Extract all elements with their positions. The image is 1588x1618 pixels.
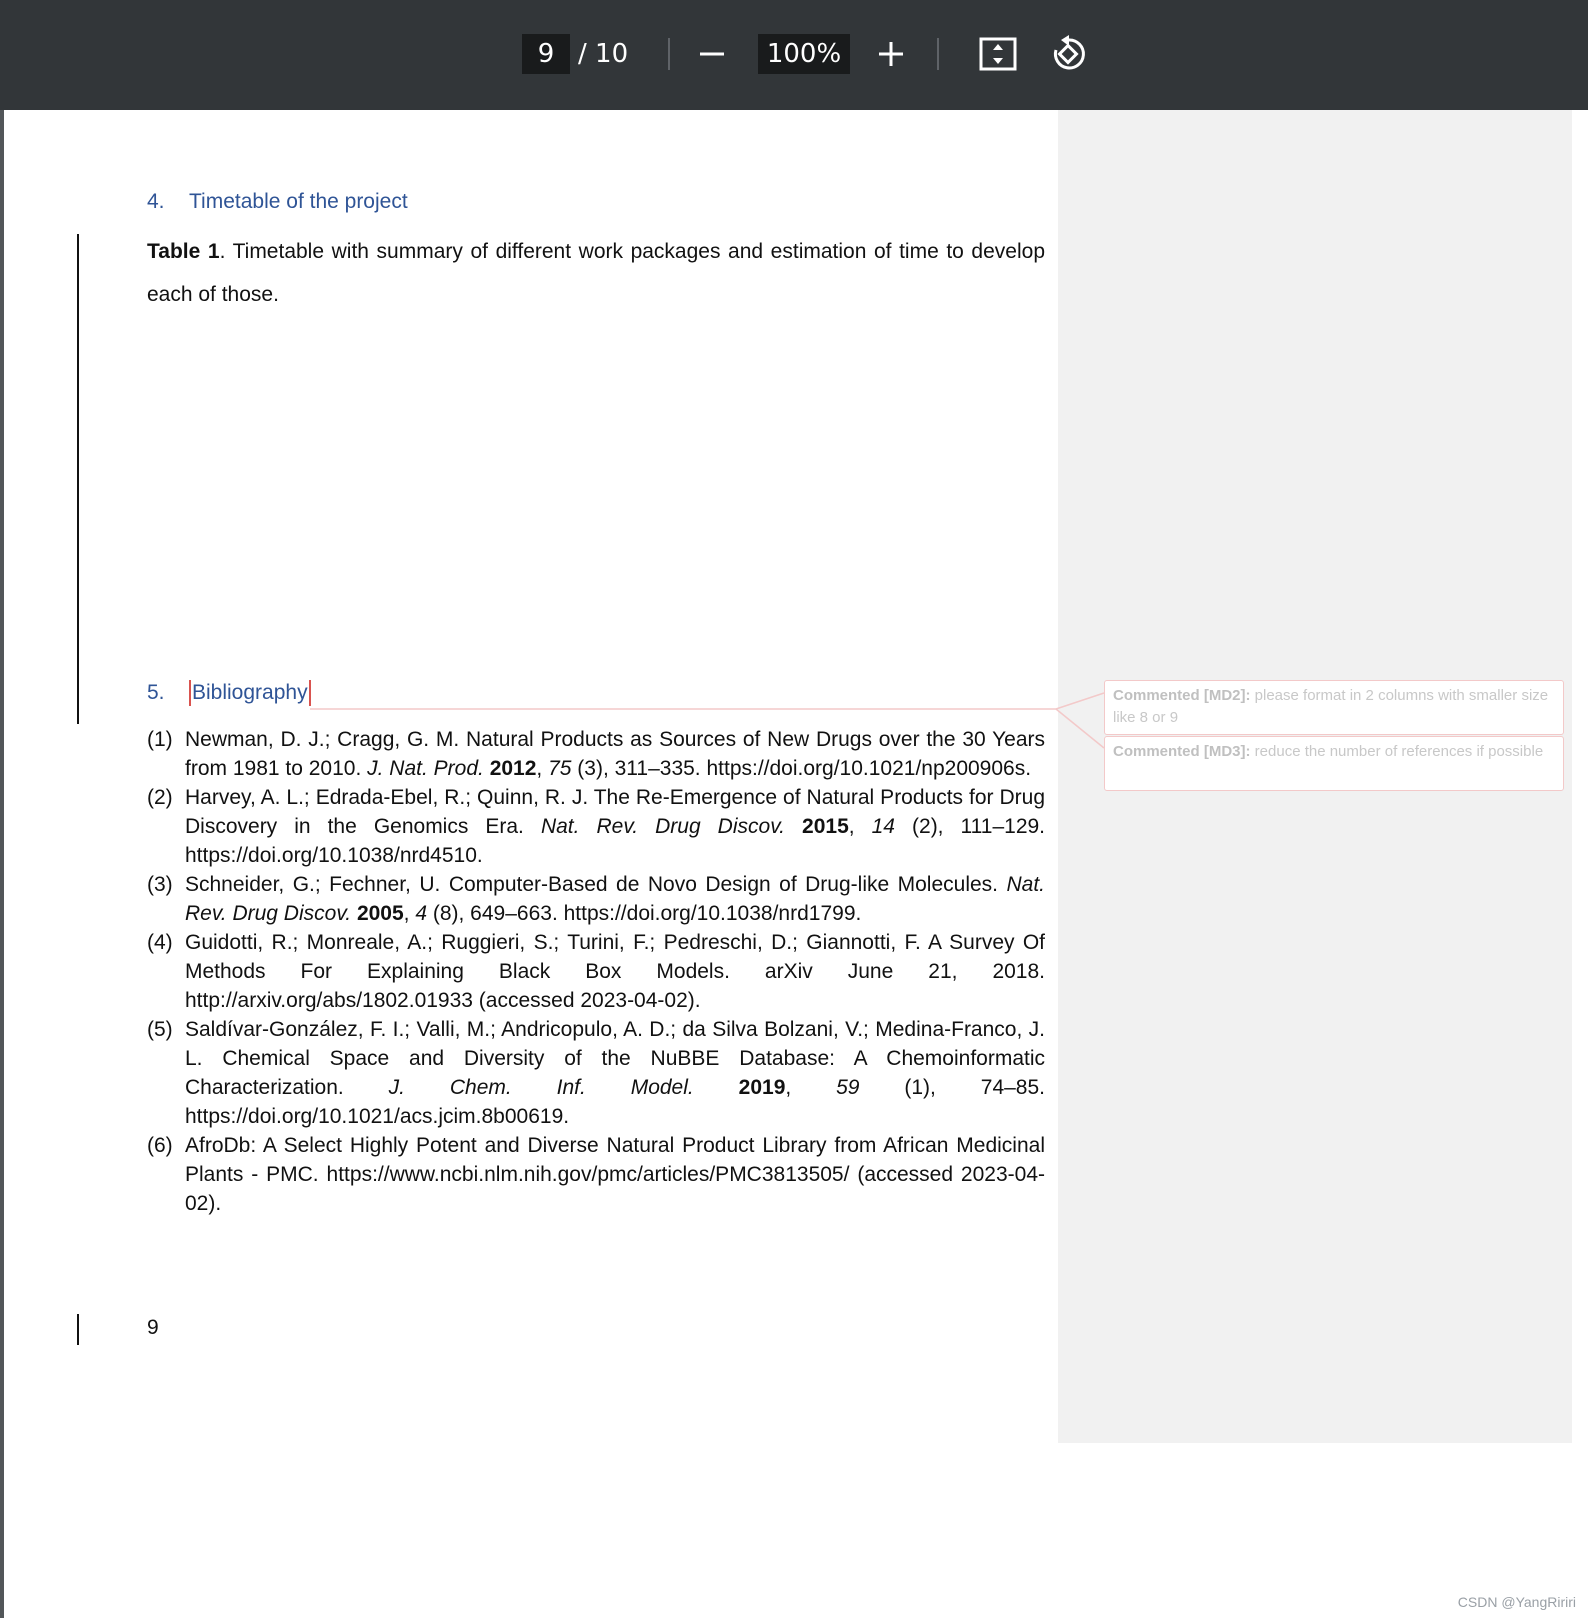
reference-text: (3), 311–335. https://doi.org/10.1021/np200906s. — [571, 757, 1032, 780]
reference-text: Nat. Rev. Drug Discov. — [540, 815, 785, 838]
reference-number: (3) — [147, 873, 173, 896]
reference-text: Newman, D. J.; Cragg, G. M. Natural Products as Sources of New Drugs over the 30 Years from 1981 to 2010. — [185, 728, 1045, 780]
reference-text: Guidotti, R.; Monreale, A.; Ruggieri, S.; Turini, F.; Pedreschi, D.; Giannotti, F. A Survey Of Methods For Explaining Black Box Models. arXiv June 21, 2018. http://arxiv.org/abs/1802.01933 (accessed 2023-04-02). — [185, 931, 1045, 1012]
bibliography-item — [147, 928, 1045, 1015]
reference-text — [694, 1076, 739, 1099]
comment-md3[interactable] — [1104, 736, 1564, 791]
reference-text: 2015 — [802, 815, 849, 838]
reference-text — [785, 815, 802, 838]
reference-text: , — [403, 902, 416, 925]
reference-text: (1), 74–85. https://doi.org/10.1021/acs.jcim.8b00619. — [185, 1076, 1045, 1128]
page-total-label: / 10 — [578, 39, 629, 69]
reference-text: , — [536, 757, 549, 780]
reference-text: AfroDb: A Select Highly Potent and Diverse Natural Product Library from African Medicinal Plants - PMC. https://www.ncbi.nlm.nih.gov/pmc/articles/PMC3813505/ (accessed 2023-04-02). — [185, 1134, 1045, 1215]
reference-text: (8), 649–663. https://doi.org/10.1038/nrd1799. — [427, 902, 862, 925]
reference-text: , — [848, 815, 872, 838]
reference-number: (4) — [147, 931, 173, 954]
reference-text: 14 — [871, 815, 895, 838]
reference-text: Nat. Rev. Drug Discov. — [185, 873, 1045, 925]
reference-number: (6) — [147, 1134, 173, 1157]
reference-number: (5) — [147, 1018, 173, 1041]
bibliography-item — [147, 870, 1045, 928]
table-caption-text: . Timetable with summary of different work packages and estimation of time to develop each of those. — [147, 240, 1045, 306]
reference-text: 2005 — [356, 902, 404, 925]
bibliography-item — [147, 1131, 1045, 1218]
comment-label: Commented [MD3]: — [1113, 743, 1251, 760]
reference-number: (1) — [147, 728, 173, 751]
reference-text: (2), 111–129. https://doi.org/10.1038/nrd4510. — [185, 815, 1046, 867]
comment-md2[interactable] — [1104, 680, 1564, 735]
reference-text: 75 — [548, 757, 572, 780]
reference-text: Saldívar-González, F. I.; Valli, M.; Andricopulo, A. D.; da Silva Bolzani, V.; Medina-Franco, J. L. Chemical Space and Diversity of the NuBBE Database: A Chemoinformatic Characterization. — [185, 1018, 1045, 1099]
comment-text: reduce the number of references if possible — [1250, 743, 1544, 760]
section-number: 5. — [147, 681, 165, 704]
bibliography-item — [147, 783, 1045, 870]
comment-label: Commented [MD2]: — [1113, 687, 1251, 704]
reference-text: J. Nat. Prod. — [367, 757, 484, 780]
comment-text: please format in 2 columns with smaller size like 8 or 9 — [1113, 687, 1549, 726]
table-caption-label: Table 1 — [147, 240, 220, 263]
reference-text: 2012 — [489, 757, 537, 780]
reference-text: , — [785, 1076, 837, 1099]
section-number: 4. — [147, 190, 165, 213]
bibliography-item — [147, 725, 1045, 783]
section-title: Timetable of the project — [189, 190, 408, 213]
reference-text: 59 — [836, 1076, 860, 1099]
bibliography-list — [147, 725, 1045, 1218]
reference-text: Harvey, A. L.; Edrada-Ebel, R.; Quinn, R. J. The Re-Emergence of Natural Products for Drug Discovery in the Genomics Era. — [185, 786, 1045, 838]
reference-text: J. Chem. Inf. Model. — [388, 1076, 694, 1099]
reference-number: (2) — [147, 786, 173, 809]
reference-text: Schneider, G.; Fechner, U. Computer-Based de Novo Design of Drug-like Molecules. — [185, 873, 1007, 896]
page-footer-number: 9 — [147, 1316, 159, 1339]
reference-text: 2019 — [738, 1076, 786, 1099]
reference-text: 4 — [415, 902, 428, 925]
bibliography-item — [147, 1015, 1045, 1131]
watermark-text: CSDN @YangRiriri — [1457, 1594, 1576, 1610]
bibliography-title-commented[interactable]: Bibliography — [189, 680, 311, 706]
